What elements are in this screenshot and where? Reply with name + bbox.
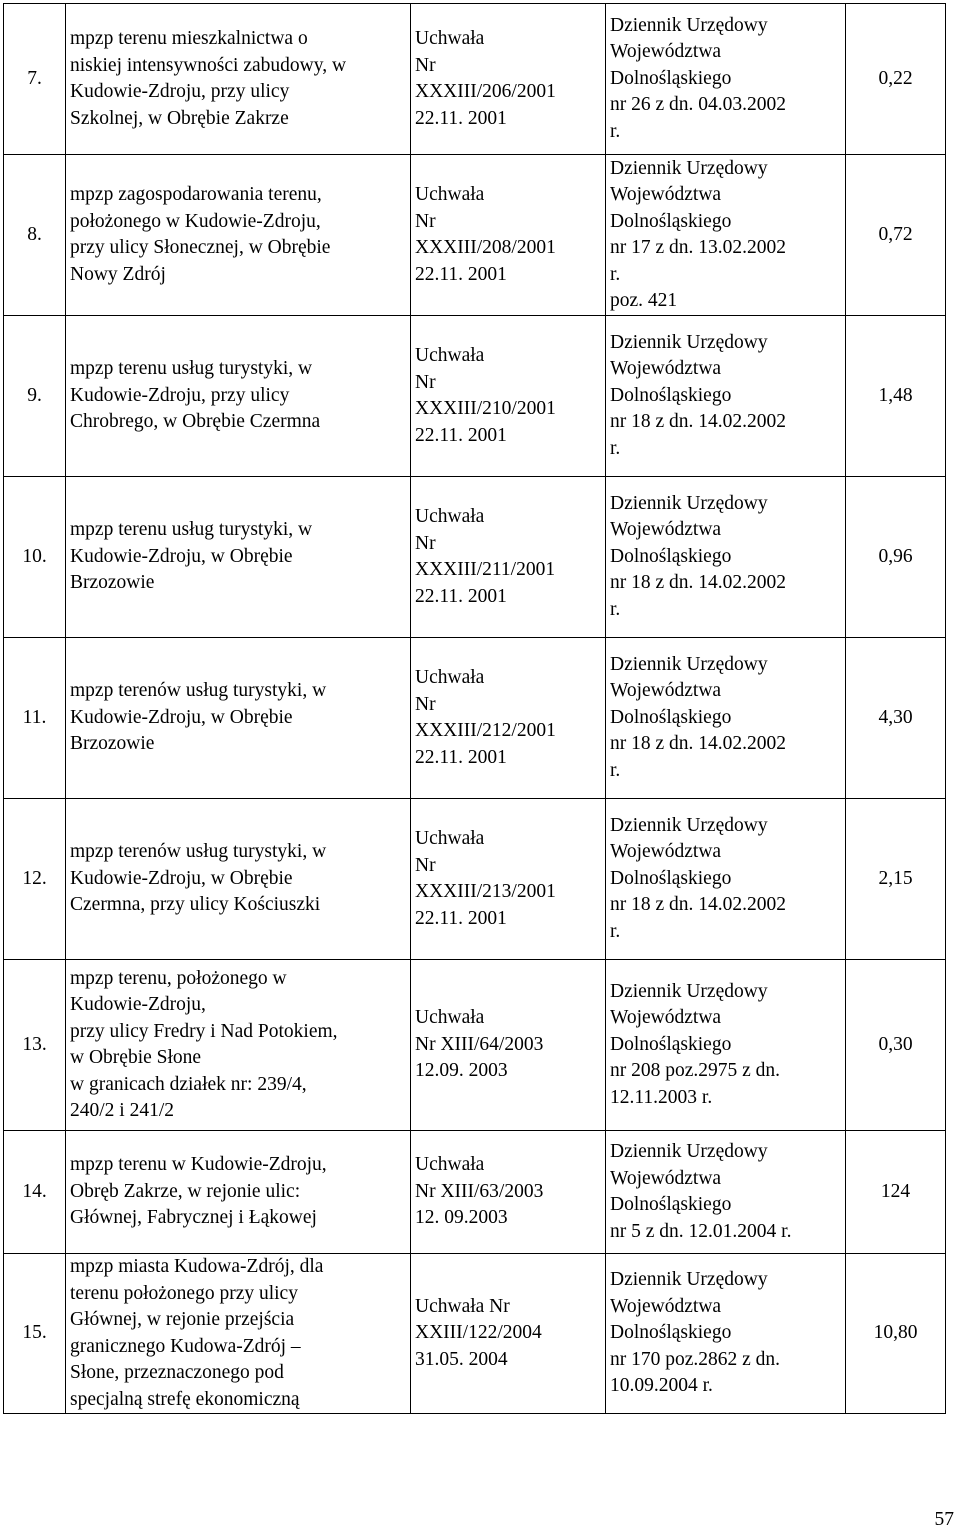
- resolution-reference: Uchwała Nr XXXIII/208/2001 22.11. 2001: [411, 155, 606, 316]
- publication-reference: Dziennik Urzędowy Województwa Dolnośląskiego nr 18 z dn. 14.02.2002 r.: [606, 638, 846, 799]
- plan-description: mpzp miasta Kudowa-Zdrój, dla terenu położonego przy ulicy Głównej, w rejonie przejścia granicznego Kudowa-Zdrój – Słone, przeznaczonego pod specjalną strefę ekonomiczną: [66, 1254, 411, 1414]
- page-number: 57: [934, 1509, 954, 1530]
- area-value: 1,48: [846, 316, 946, 477]
- area-value: 0,72: [846, 155, 946, 316]
- resolution-reference: Uchwała Nr XXIII/122/2004 31.05. 2004: [411, 1254, 606, 1414]
- area-value: 2,15: [846, 799, 946, 960]
- area-value: 0,30: [846, 960, 946, 1131]
- resolution-reference: Uchwała Nr XXXIII/206/2001 22.11. 2001: [411, 4, 606, 155]
- table-row: [4, 1131, 946, 1254]
- plan-description: mpzp zagospodarowania terenu, położonego w Kudowie-Zdroju, przy ulicy Słonecznej, w Obrębie Nowy Zdrój: [66, 155, 411, 316]
- table-row: [4, 799, 946, 960]
- resolution-reference: Uchwała Nr XXXIII/211/2001 22.11. 2001: [411, 477, 606, 638]
- table-row: [4, 477, 946, 638]
- resolution-reference: Uchwała Nr XIII/64/2003 12.09. 2003: [411, 960, 606, 1131]
- row-number: 9.: [4, 316, 66, 477]
- table-row: [4, 1254, 946, 1414]
- plan-description: mpzp terenu, położonego w Kudowie-Zdroju, przy ulicy Fredry i Nad Potokiem, w Obrębie Słone w granicach działek nr: 239/4, 240/2 i 241/2: [66, 960, 411, 1131]
- row-number: 13.: [4, 960, 66, 1131]
- resolution-reference: Uchwała Nr XIII/63/2003 12. 09.2003: [411, 1131, 606, 1254]
- area-value: 10,80: [846, 1254, 946, 1414]
- plan-description: mpzp terenu usług turystyki, w Kudowie-Zdroju, przy ulicy Chrobrego, w Obrębie Czermna: [66, 316, 411, 477]
- publication-reference: Dziennik Urzędowy Województwa Dolnośląskiego nr 170 poz.2862 z dn. 10.09.2004 r.: [606, 1254, 846, 1414]
- area-value: 124: [846, 1131, 946, 1254]
- plan-description: mpzp terenów usług turystyki, w Kudowie-Zdroju, w Obrębie Czermna, przy ulicy Kościuszki: [66, 799, 411, 960]
- area-value: 4,30: [846, 638, 946, 799]
- plan-description: mpzp terenu usług turystyki, w Kudowie-Zdroju, w Obrębie Brzozowie: [66, 477, 411, 638]
- plan-description: mpzp terenu mieszkalnictwa o niskiej intensywności zabudowy, w Kudowie-Zdroju, przy ulicy Szkolnej, w Obrębie Zakrze: [66, 4, 411, 155]
- table-row: [4, 4, 946, 155]
- publication-reference: Dziennik Urzędowy Województwa Dolnośląskiego nr 18 z dn. 14.02.2002 r.: [606, 316, 846, 477]
- publication-reference: Dziennik Urzędowy Województwa Dolnośląskiego nr 17 z dn. 13.02.2002 r. poz. 421: [606, 155, 846, 316]
- publication-reference: Dziennik Urzędowy Województwa Dolnośląskiego nr 18 z dn. 14.02.2002 r.: [606, 799, 846, 960]
- row-number: 10.: [4, 477, 66, 638]
- publication-reference: Dziennik Urzędowy Województwa Dolnośląskiego nr 5 z dn. 12.01.2004 r.: [606, 1131, 846, 1254]
- area-value: 0,96: [846, 477, 946, 638]
- table-row: [4, 155, 946, 316]
- row-number: 14.: [4, 1131, 66, 1254]
- resolution-reference: Uchwała Nr XXXIII/213/2001 22.11. 2001: [411, 799, 606, 960]
- table-row: [4, 638, 946, 799]
- resolution-reference: Uchwała Nr XXXIII/210/2001 22.11. 2001: [411, 316, 606, 477]
- row-number: 7.: [4, 4, 66, 155]
- plan-description: mpzp terenu w Kudowie-Zdroju, Obręb Zakrze, w rejonie ulic: Głównej, Fabrycznej i Łąkowej: [66, 1131, 411, 1254]
- publication-reference: Dziennik Urzędowy Województwa Dolnośląskiego nr 18 z dn. 14.02.2002 r.: [606, 477, 846, 638]
- row-number: 15.: [4, 1254, 66, 1414]
- plan-description: mpzp terenów usług turystyki, w Kudowie-Zdroju, w Obrębie Brzozowie: [66, 638, 411, 799]
- table-row: [4, 316, 946, 477]
- plans-table: [3, 3, 946, 1414]
- row-number: 11.: [4, 638, 66, 799]
- publication-reference: Dziennik Urzędowy Województwa Dolnośląskiego nr 26 z dn. 04.03.2002 r.: [606, 4, 846, 155]
- publication-reference: Dziennik Urzędowy Województwa Dolnośląskiego nr 208 poz.2975 z dn. 12.11.2003 r.: [606, 960, 846, 1131]
- row-number: 12.: [4, 799, 66, 960]
- row-number: 8.: [4, 155, 66, 316]
- table-row: [4, 960, 946, 1131]
- area-value: 0,22: [846, 4, 946, 155]
- resolution-reference: Uchwała Nr XXXIII/212/2001 22.11. 2001: [411, 638, 606, 799]
